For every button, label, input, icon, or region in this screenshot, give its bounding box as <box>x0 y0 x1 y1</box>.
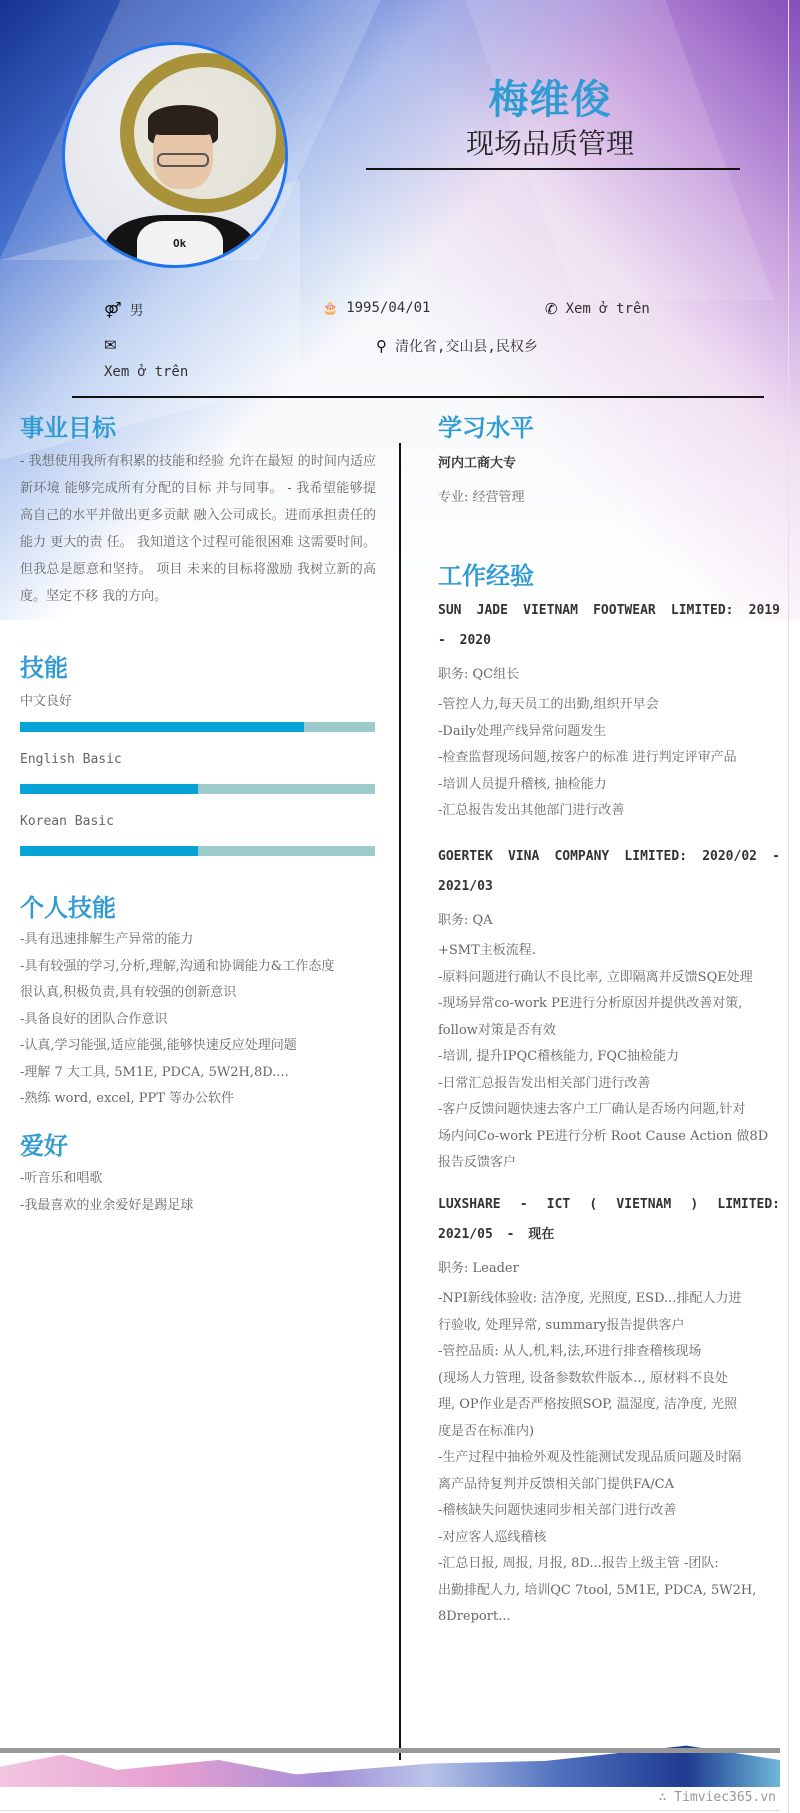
education-title: 学习水平 <box>438 414 534 442</box>
personal-skills-list <box>20 927 334 1113</box>
list-item: -认真,学习能强,适应能强,能够快速反应处理问题 <box>20 1038 297 1053</box>
job-role: 职务: QA <box>438 913 493 928</box>
list-item: -NPI新线体验收: 洁净度, 光照度, ESD...排配人力进 <box>438 1291 742 1306</box>
list-item: 度是否在标准内) <box>438 1423 535 1439</box>
list-item: 报告反馈客户 <box>438 1155 517 1170</box>
job-role: 职务: QC组长 <box>438 667 520 682</box>
avatar: Ok <box>62 42 288 268</box>
list-item: -汇总日报, 周报, 月报, 8D...报告上级主管 -团队: <box>438 1556 719 1571</box>
list-item: -Daily处理产线异常问题发生 <box>438 723 607 739</box>
list-item: 离产品待复判并反馈相关部门提供FA/CA <box>438 1476 674 1492</box>
footer-divider <box>0 1748 780 1753</box>
list-item: -具备良好的团队合作意识 <box>20 1011 168 1027</box>
major: 专业: 经营管理 <box>438 490 525 505</box>
info-divider <box>72 396 764 398</box>
list-item: -现场异常co-work PE进行分析原因并提供改善对策, <box>438 996 743 1011</box>
list-item: -稽核缺失问题快速同步相关部门进行改善 <box>438 1503 677 1518</box>
skills-title: 技能 <box>20 654 68 682</box>
school-name: 河内工商大专 <box>438 456 517 471</box>
list-item: 8Dreport... <box>438 1609 511 1624</box>
column-divider <box>399 443 401 1760</box>
birthday-cake-icon: 🎂 <box>322 300 339 316</box>
title-divider <box>366 168 740 170</box>
list-item: -管控品质: 从人,机,料,法,环进行排查稽核现场 <box>438 1344 702 1359</box>
list-item: -听音乐和唱歌 <box>20 1171 103 1186</box>
map-pin-icon: ⚲ <box>376 337 387 355</box>
skill-label: 中文良好 <box>20 694 73 709</box>
list-item: -熟练 word, excel, PPT 等办公软件 <box>20 1091 234 1106</box>
email-icon: ✉ <box>104 336 117 354</box>
list-item: -客户反馈问题快速去客户工厂确认是否场内问题,针对 <box>438 1102 746 1117</box>
list-item: +SMT主板流程. <box>438 943 536 958</box>
job-entry <box>438 1190 780 1631</box>
gender-field: ⚤ 男 <box>104 301 144 319</box>
list-item: -理解 7 大工具, 5M1E, PDCA, 5W2H,8D.... <box>20 1064 289 1080</box>
list-item: 很认真,积极负责,具有较强的创新意识 <box>20 985 237 1000</box>
list-item: -我最喜欢的业余爱好是踢足球 <box>20 1197 194 1213</box>
list-item: (现场人力管理, 设备参数软件版本.., 原材料不良处 <box>438 1370 728 1386</box>
email-value: Xem ở trên <box>104 364 189 380</box>
list-item: follow对策是否有效 <box>438 1022 556 1038</box>
gender-icon: ⚤ <box>104 301 122 319</box>
list-item: -管控人力,每天员工的出勤,组织开早会 <box>438 697 659 712</box>
job-role: 职务: Leader <box>438 1261 519 1276</box>
list-item: 理, OP作业是否严格按照SOP, 温湿度, 洁净度, 光照 <box>438 1397 738 1412</box>
candidate-name: 梅维俊 <box>488 77 612 123</box>
watermark: ∴ Timviec365.vn <box>658 1790 776 1805</box>
list-item: -生产过程中抽检外观及性能测试发现品质问题及时隔 <box>438 1450 742 1465</box>
list-item: 出勤排配人力, 培训QC 7tool, 5M1E, PDCA, 5W2H, <box>438 1582 757 1598</box>
personal-skills-title: 个人技能 <box>20 894 116 922</box>
list-item: -汇总报告发出其他部门进行改善 <box>438 803 625 818</box>
email-field <box>104 336 117 354</box>
skill-bar <box>20 784 375 794</box>
list-item: 行验收, 处理异常, summary报告提供客户 <box>438 1317 685 1333</box>
list-item: -检查监督现场问题,按客户的标准 进行判定评审产品 <box>438 750 737 765</box>
list-item: -对应客人巡线稽核 <box>438 1529 547 1545</box>
objective-text: - 我想使用我所有积累的技能和经验 允许在最短 的时间内适应新环境 能够完成所有分配的目标 并与同事。 - 我希望能够提高自己的水平并做出更多贡献 融入公司成长。进而承担责任的能力 更大的责 任。 我知道这个过程可能很困难 这需要时间。 但我总是愿意和坚持。 项目 未来的目标将激励 我树立新的高度。坚定不移 我的方向。 <box>20 454 376 604</box>
job-entry <box>438 842 780 1177</box>
page-edge <box>788 0 789 1813</box>
experience-title: 工作经验 <box>438 562 534 590</box>
job-entry <box>438 596 780 825</box>
skill-label: Korean Basic <box>20 814 114 829</box>
list-item: -培训人员提升稽核, 抽检能力 <box>438 776 607 792</box>
phone-icon: ✆ <box>545 300 558 318</box>
list-item: -具有迅速排解生产异常的能力 <box>20 932 194 947</box>
list-item: -原料问题进行确认不良比率, 立即隔离并反馈SQE处理 <box>438 969 753 985</box>
skill-label: English Basic <box>20 752 122 767</box>
hobbies-title: 爱好 <box>20 1132 68 1160</box>
skill-bar <box>20 846 375 856</box>
list-item: -培训, 提升IPQC稽核能力, FQC抽检能力 <box>438 1049 680 1064</box>
skill-bar <box>20 722 375 732</box>
job-company: SUN JADE VIETNAM FOOTWEAR LIMITED: 2019 - 2020 <box>438 603 780 648</box>
birthday-field: 🎂 1995/04/01 <box>322 300 431 316</box>
list-item: -日常汇总报告发出相关部门进行改善 <box>438 1075 651 1091</box>
phone-field: ✆ Xem ở trên <box>545 300 650 318</box>
list-item: -具有较强的学习,分析,理解,沟通和协调能力&工作态度 <box>20 958 335 974</box>
job-company: LUXSHARE - ICT ( VIETNAM ) LIMITED: 2021/05 - 现在 <box>438 1197 780 1242</box>
hobbies-list <box>20 1166 193 1219</box>
job-company: GOERTEK VINA COMPANY LIMITED: 2020/02 - 2021/03 <box>438 849 780 894</box>
bottom-divider <box>0 1810 780 1811</box>
objective-title: 事业目标 <box>20 414 116 442</box>
job-title: 现场品质管理 <box>465 127 634 160</box>
address-field: ⚲ 清化省,交山县,民权乡 <box>376 337 538 355</box>
list-item: 场内问Co-work PE进行分析 Root Cause Action 做8D <box>438 1128 769 1144</box>
